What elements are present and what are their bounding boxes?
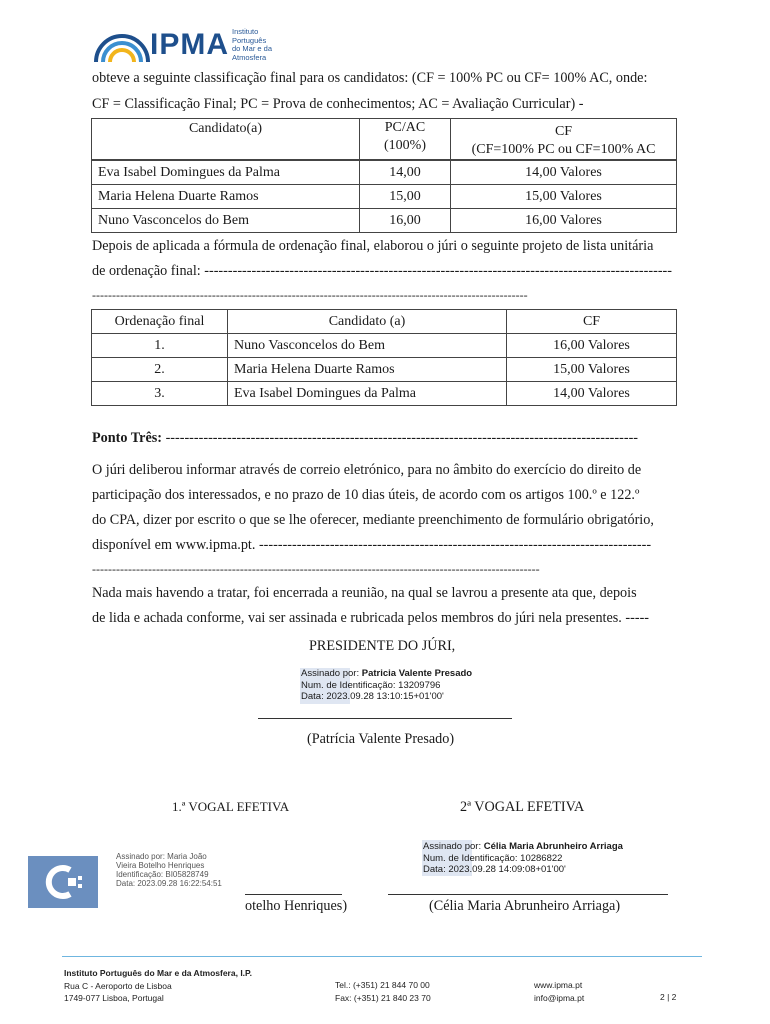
cell-pcac: 14,00 <box>360 161 451 185</box>
table-header-row <box>92 310 677 334</box>
cell-candidate: Maria Helena Duarte Ramos <box>228 358 507 382</box>
header-pcac-line: (100%) <box>384 138 426 153</box>
header-candidato: Candidato(a) <box>92 119 360 160</box>
header-cf-line: CF <box>554 124 573 139</box>
cell-cf: 16,00 Valores <box>451 209 677 233</box>
vogal2-title: 2ª VOGAL EFETIVA <box>460 799 585 815</box>
logo-sub-line: Português <box>232 35 267 45</box>
footer-address <box>64 967 252 1005</box>
intro-line-2: CF = Classificação Final; PC = Prova de conhecimentos; AC = Avaliação Curricular) - <box>92 96 584 112</box>
sig-id: Num. de Identificação: 10286822 <box>423 852 563 864</box>
page-number: 2 | 2 <box>660 992 677 1002</box>
header-cf-line: (CF=100% PC ou CF=100% AC <box>471 142 656 157</box>
table-row <box>92 358 677 382</box>
cell-pcac: 15,00 <box>360 185 451 209</box>
sig-name: Vieira Botelho Henriques <box>116 861 205 870</box>
ordering-line-2: de ordenação final: --------------------------------------------------------------------------------------------------- <box>92 263 672 279</box>
logo-wordmark: IPMA <box>150 28 229 61</box>
cc-badge-icon <box>28 856 98 908</box>
footer-addr-line: 1749-077 Lisboa, Portugal <box>64 993 164 1003</box>
table-header-row <box>92 119 677 160</box>
vogal1-printed-name: otelho Henriques) <box>245 898 348 914</box>
vogal1-title: 1.ª VOGAL EFETIVA <box>172 799 290 814</box>
cell-candidate: Eva Isabel Domingues da Palma <box>92 161 360 185</box>
sig-label: Assinado por: <box>301 668 360 679</box>
table-row <box>92 185 677 209</box>
body-line-2: participação dos interessados, e no prazo de 10 dias úteis, de acordo com os artigos 100.º e 122.º <box>92 487 640 503</box>
footer-phone <box>335 979 431 1004</box>
logo-sub-line: Instituto <box>232 27 259 36</box>
logo-sub-line: Atmosfera <box>232 52 267 62</box>
footer-contact <box>534 979 584 1004</box>
classification-table <box>91 118 677 233</box>
cell-candidate: Eva Isabel Domingues da Palma <box>228 382 507 406</box>
sig-name: Maria João <box>167 852 207 861</box>
header-cf <box>451 119 677 160</box>
ponto-tres-label: Ponto Três: <box>92 430 163 446</box>
footer-tel: Tel.: (+351) 21 844 70 00 <box>335 980 430 990</box>
sig-id: Num. de Identificação: 13209796 <box>301 679 441 691</box>
footer-divider <box>62 956 702 957</box>
signature-line <box>245 894 342 895</box>
signature-line <box>258 718 512 719</box>
footer-fax: Fax: (+351) 21 840 23 70 <box>335 992 431 1003</box>
table-row <box>92 161 677 185</box>
sig-name: Patricia Valente Presado <box>361 668 473 679</box>
sig-label: Assinado por: <box>116 852 165 861</box>
president-printed-name: (Patrícia Valente Presado) <box>307 731 455 747</box>
vogal1-signature <box>116 852 222 888</box>
footer-web-link[interactable]: www.ipma.pt <box>534 980 583 990</box>
cell-cf: 14,00 Valores <box>507 382 677 406</box>
cell-candidate: Nuno Vasconcelos do Bem <box>228 334 507 358</box>
rainbow-arcs-icon <box>92 28 152 64</box>
table-row <box>92 209 677 233</box>
cell-cf: 15,00 Valores <box>507 358 677 382</box>
vogal2-signature <box>423 841 623 876</box>
cell-rank: 2. <box>92 358 228 382</box>
body-line-1: O júri deliberou informar através de correio eletrónico, para no âmbito do exercício do direito de <box>92 462 642 478</box>
table-row <box>92 382 677 406</box>
cell-rank: 1. <box>92 334 228 358</box>
logo-subtitle <box>232 28 272 62</box>
cell-rank: 3. <box>92 382 228 406</box>
ponto-tres <box>92 426 677 451</box>
president-signature <box>301 668 472 703</box>
body-line-4: disponível em www.ipma.pt. ----------------------------------------------------------------------------------- <box>92 537 652 553</box>
cell-candidate: Nuno Vasconcelos do Bem <box>92 209 360 233</box>
footer-addr-line: Rua C - Aeroporto de Lisboa <box>64 980 172 991</box>
closing-line-2: de lida e achada conforme, vai ser assinada e rubricada pelos membros do júri nela presentes. ----- <box>92 610 650 626</box>
ranking-table <box>91 309 677 406</box>
closing-line-1: Nada mais havendo a tratar, foi encerrada a reunião, na qual se lavrou a presente ata que, depois <box>92 585 637 601</box>
intro-line-1: obteve a seguinte classificação final para os candidatos: (CF = 100% PC ou CF= 100% AC, onde: <box>92 70 648 86</box>
cell-cf: 15,00 Valores <box>451 185 677 209</box>
sig-date: Data: 2023.09.28 13:10:15+01'00' <box>301 691 444 702</box>
footer-email-link[interactable]: info@ipma.pt <box>534 992 585 1003</box>
vogal2-printed-name: (Célia Maria Abrunheiro Arriaga) <box>429 898 621 914</box>
logo-sub-line: do Mar e da <box>232 44 273 53</box>
header-pcac-line: PC/AC <box>384 120 426 135</box>
ordering-line-1: Depois de aplicada a fórmula de ordenação final, elaborou o júri o seguinte projeto de lista unitária <box>92 238 654 254</box>
cell-cf: 14,00 Valores <box>451 161 677 185</box>
cell-pcac: 16,00 <box>360 209 451 233</box>
sig-label: Assinado por: <box>423 841 482 852</box>
header-cf: CF <box>507 310 677 334</box>
table-row <box>92 334 677 358</box>
footer-org: Instituto Português do Mar e da Atmosfera, I.P. <box>64 968 252 978</box>
cell-candidate: Maria Helena Duarte Ramos <box>92 185 360 209</box>
sig-date: Data: 2023.09.28 14:09:08+01'00' <box>423 864 566 875</box>
cell-cf: 16,00 Valores <box>507 334 677 358</box>
sig-name: Célia Maria Abrunheiro Arriaga <box>483 841 623 852</box>
header-pcac <box>360 119 451 160</box>
ponto-tres-dashes: ---------------------------------------------------------------------------------------------------- <box>162 430 639 446</box>
dash-line: ---------------------------------------------------------------------------------------------------------------- <box>92 562 540 576</box>
dash-line: ------------------------------------------------------------------------------------------------------------- <box>92 288 528 302</box>
body-line-3: do CPA, dizer por escrito o que se lhe oferecer, mediante preenchimento de formulário obrigatório, <box>92 512 654 528</box>
header-candidato: Candidato (a) <box>228 310 507 334</box>
president-title: PRESIDENTE DO JÚRI, <box>309 638 456 654</box>
header-ordenacao: Ordenação final <box>92 310 228 334</box>
signature-line <box>388 894 668 895</box>
sig-id: Identificação: BI05828749 <box>116 870 209 879</box>
sig-date: Data: 2023.09.28 16:22:54:51 <box>116 879 222 888</box>
